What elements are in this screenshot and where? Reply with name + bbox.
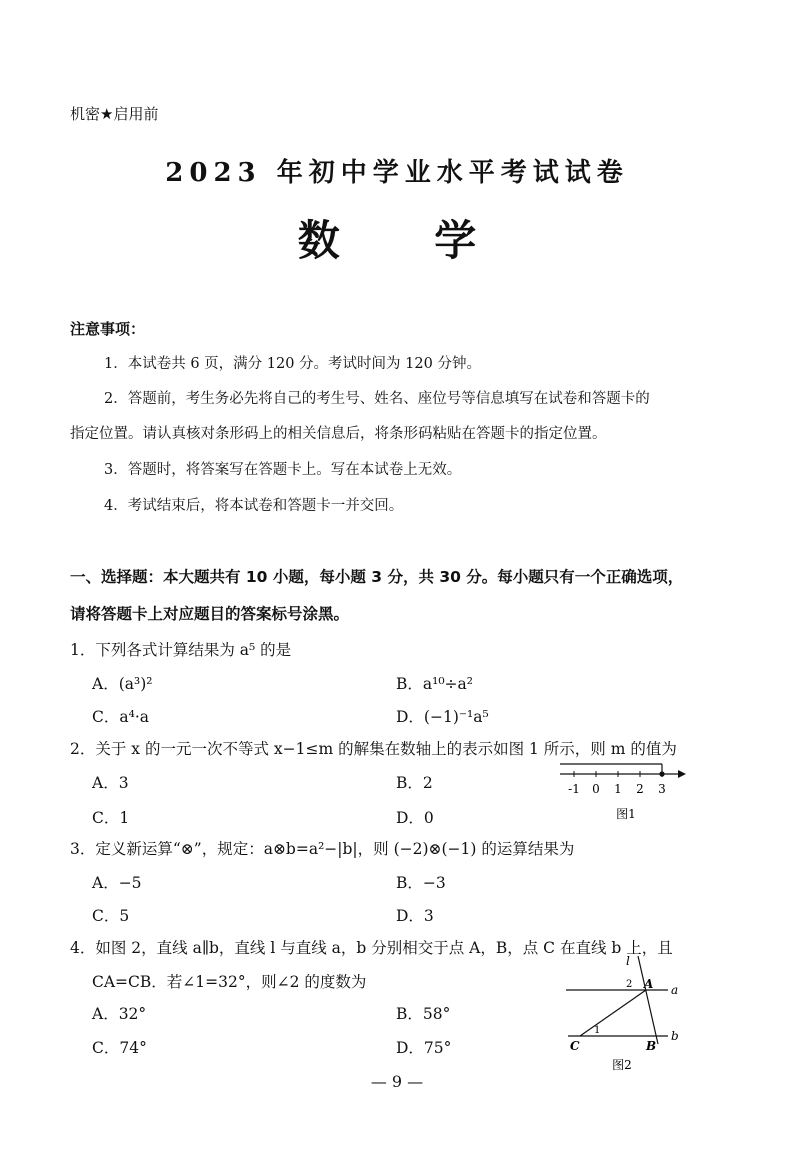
notice-item: 1．本试卷共 6 页，满分 120 分。考试时间为 120 分钟。 [104, 356, 481, 372]
label-l: l [626, 954, 630, 968]
notice-item: 指定位置。请认真核对条形码上的相关信息后，将条形码粘贴在答题卡的指定位置。 [70, 426, 607, 442]
solution-endpoint [659, 771, 664, 776]
q2-option-b: B．2 [396, 774, 433, 792]
q1-option-a: A．(a³)² [92, 675, 153, 693]
angle-2-label: 2 [626, 979, 633, 990]
tick-label: -1 [568, 782, 580, 796]
q2-option-a: A．3 [92, 774, 129, 792]
number-line-arrow [678, 770, 686, 778]
label-point-c: C [570, 1039, 580, 1053]
q2-option-d: D．0 [396, 809, 434, 827]
page-number: — 9 — [370, 1072, 424, 1091]
q2-option-c: C．1 [92, 809, 130, 827]
q1-option-c: C．a⁴·a [92, 708, 149, 726]
label-point-b: B [646, 1039, 657, 1053]
figure-caption: 图1 [616, 807, 636, 821]
notice-item: 4．考试结束后，将本试卷和答题卡一并交回。 [104, 498, 404, 514]
subject-title: 数 学 [297, 216, 517, 265]
section-heading: 请将答题卡上对应题目的答案标号涂黑。 [70, 605, 350, 623]
notice-item: 2．答题前，考生务必先将自己的考生号、姓名、座位号等信息填写在试卷和答题卡的 [104, 391, 650, 407]
q3-option-c: C．5 [92, 907, 130, 925]
q3-option-b: B．−3 [396, 874, 446, 892]
label-b: b [671, 1029, 679, 1043]
q1-option-b: B．a¹⁰÷a² [396, 675, 474, 693]
tick-label: 1 [614, 782, 622, 796]
number-line-figure [556, 760, 692, 826]
q4-option-d: D．75° [396, 1039, 452, 1057]
question-4-stem-cont: CA=CB．若∠1=32°，则∠2 的度数为 [92, 973, 367, 991]
angle-1-label: 1 [594, 1025, 601, 1036]
confidential-mark: 机密★启用前 [70, 105, 159, 123]
segment-ca [580, 990, 646, 1036]
label-point-a: A [644, 977, 654, 991]
tick-label: 2 [636, 782, 644, 796]
question-1-stem: 1．下列各式计算结果为 a⁵ 的是 [70, 641, 292, 659]
q4-option-c: C．74° [92, 1039, 147, 1057]
q4-option-a: A．32° [92, 1005, 147, 1023]
section-heading: 一、选择题：本大题共有 10 小题，每小题 3 分，共 30 分。每小题只有一个正确选项， [70, 568, 684, 586]
tick-label: 0 [592, 782, 600, 796]
exam-title: 2023 年初中学业水平考试试卷 [165, 158, 629, 188]
notices-heading: 注意事项： [70, 320, 146, 338]
question-4-stem: 4．如图 2，直线 a∥b，直线 l 与直线 a，b 分别相交于点 A，B，点 C 在直线 b 上，且 [70, 939, 673, 957]
question-3-stem: 3．定义新运算“⊗”，规定：a⊗b=a²−|b|，则 (−2)⊗(−1) 的运算结果为 [70, 840, 575, 858]
line-l [638, 956, 658, 1044]
q3-option-a: A．−5 [92, 874, 142, 892]
geometry-figure [556, 952, 696, 1074]
q4-option-b: B．58° [396, 1005, 451, 1023]
figure-caption: 图2 [612, 1058, 632, 1072]
notice-item: 3．答题时，将答案写在答题卡上。写在本试卷上无效。 [104, 462, 462, 478]
question-2-stem: 2．关于 x 的一元一次不等式 x−1≤m 的解集在数轴上的表示如图 1 所示，则 m 的值为 [70, 740, 677, 758]
label-a: a [671, 983, 679, 997]
q1-option-d: D．(−1)⁻¹a⁵ [396, 708, 489, 726]
tick-label: 3 [658, 782, 666, 796]
q3-option-d: D．3 [396, 907, 434, 925]
